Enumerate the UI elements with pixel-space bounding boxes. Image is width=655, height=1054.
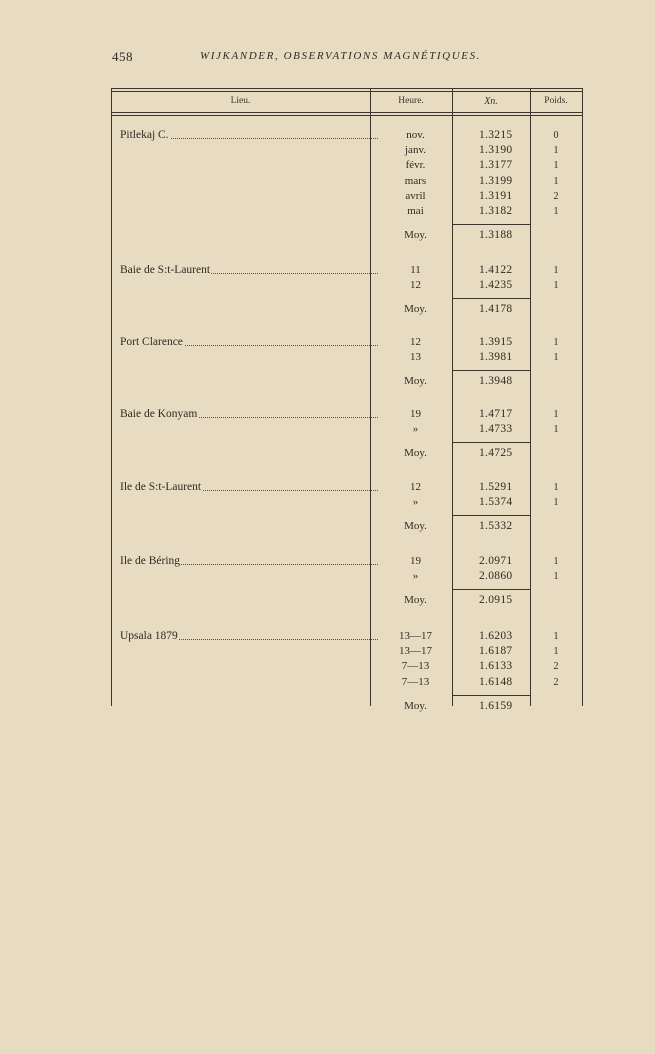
average-rule xyxy=(452,589,530,590)
data-table xyxy=(111,88,582,712)
place-name xyxy=(120,263,378,278)
time-cell: févr. xyxy=(405,159,426,172)
header-poids: Poids. xyxy=(544,96,568,106)
time-cell: janv. xyxy=(405,144,426,157)
place-label: Ile de Béring xyxy=(120,555,181,567)
time-cell: mai xyxy=(407,205,424,217)
time-cell: » xyxy=(412,423,419,436)
table-top-rule xyxy=(111,88,582,89)
page-number: 458 xyxy=(112,49,133,64)
weight-cell: 1 xyxy=(553,497,559,509)
weight-cell: 1 xyxy=(553,280,559,292)
xn-value-cell: 1.6148 xyxy=(479,675,513,688)
header-lieu: Lieu. xyxy=(230,96,251,106)
average-rule xyxy=(452,370,530,371)
average-rule xyxy=(452,695,530,696)
time-cell: 11 xyxy=(410,264,421,276)
place-label: Baie de S:t-Laurent xyxy=(120,264,211,276)
place-label: Baie de Konyam xyxy=(120,408,198,420)
average-value: 2.0915 xyxy=(479,594,513,607)
xn-value-cell: 1.3182 xyxy=(479,205,513,217)
time-cell: nov. xyxy=(406,129,425,141)
average-value: 1.3948 xyxy=(479,375,513,388)
table-top-rule-2 xyxy=(111,91,582,92)
time-cell: 13—17 xyxy=(399,645,432,658)
average-rule xyxy=(452,442,530,443)
xn-value-cell: 1.3215 xyxy=(479,129,513,141)
weight-cell: 1 xyxy=(553,409,559,420)
xn-value-cell: 1.4235 xyxy=(479,279,513,292)
time-cell: 12 xyxy=(410,279,421,292)
weight-cell: 1 xyxy=(553,265,559,276)
average-label: Moy. xyxy=(404,375,427,388)
xn-value-cell: 1.4733 xyxy=(479,423,513,436)
table-right-border xyxy=(582,88,583,706)
time-cell: mars xyxy=(404,174,427,187)
average-value: 1.4178 xyxy=(479,303,513,316)
weight-cell: 1 xyxy=(553,482,559,493)
time-cell: 19 xyxy=(410,555,421,567)
xn-value-cell: 1.6133 xyxy=(479,660,513,673)
header-xn: Xn. xyxy=(484,96,498,107)
xn-value-cell: 1.3177 xyxy=(479,159,513,172)
average-value: 1.5332 xyxy=(479,520,513,533)
place-name xyxy=(120,480,378,495)
average-label: Moy. xyxy=(404,229,427,242)
time-cell: » xyxy=(412,570,419,583)
place-label: Upsala 1879 xyxy=(120,630,178,642)
xn-value-cell: 1.3199 xyxy=(479,174,513,187)
time-cell: 7—13 xyxy=(401,675,430,688)
xn-value-cell: 1.3191 xyxy=(479,189,513,202)
weight-cell: 1 xyxy=(553,646,559,658)
average-value: 1.4725 xyxy=(479,447,513,460)
time-cell: 13 xyxy=(410,351,421,364)
time-cell: 13—17 xyxy=(399,630,432,642)
average-label: Moy. xyxy=(404,447,427,460)
average-value: 1.3188 xyxy=(479,229,513,242)
place-name xyxy=(120,128,378,143)
time-cell: 12 xyxy=(410,481,421,493)
xn-value-cell: 2.0971 xyxy=(479,555,513,567)
column-divider-lieu xyxy=(370,88,371,706)
running-head: WIJKANDER, OBSERVATIONS MAGNÉTIQUES. xyxy=(200,50,482,62)
time-cell: 12 xyxy=(410,336,421,348)
weight-cell: 1 xyxy=(553,424,559,436)
xn-value-cell: 1.4717 xyxy=(479,408,513,420)
weight-cell: 1 xyxy=(553,352,559,364)
header-bottom-rule-2 xyxy=(111,115,582,116)
average-rule xyxy=(452,515,530,516)
xn-value-cell: 1.4122 xyxy=(479,264,513,276)
place-name xyxy=(120,407,378,422)
xn-value-cell: 1.3190 xyxy=(479,144,513,157)
xn-value-cell: 1.3915 xyxy=(479,336,513,348)
place-label: Port Clarence xyxy=(120,336,183,348)
weight-cell: 1 xyxy=(553,145,559,157)
time-cell: 7—13 xyxy=(401,660,430,673)
xn-value-cell: 1.5374 xyxy=(479,496,513,509)
xn-value-cell: 1.6203 xyxy=(479,630,513,642)
weight-cell: 1 xyxy=(553,631,559,642)
average-label: Moy. xyxy=(404,699,427,712)
weight-cell: 1 xyxy=(553,160,559,172)
xn-value-cell: 1.6187 xyxy=(479,645,513,658)
time-cell: » xyxy=(412,496,419,509)
weight-cell: 1 xyxy=(553,206,559,217)
average-value: 1.6159 xyxy=(479,699,513,712)
average-rule xyxy=(452,224,530,225)
weight-cell: 1 xyxy=(553,175,559,187)
weight-cell: 1 xyxy=(553,571,559,583)
place-name xyxy=(120,629,378,644)
weight-cell: 0 xyxy=(553,130,559,141)
place-name xyxy=(120,335,378,350)
average-label: Moy. xyxy=(404,303,427,316)
average-rule xyxy=(452,298,530,299)
weight-cell: 2 xyxy=(553,676,559,688)
time-cell: avril xyxy=(405,189,426,202)
weight-cell: 1 xyxy=(553,337,559,348)
xn-value-cell: 1.3981 xyxy=(479,351,513,364)
table-left-border xyxy=(111,88,112,706)
xn-value-cell: 2.0860 xyxy=(479,570,513,583)
weight-cell: 2 xyxy=(553,661,559,673)
header-bottom-rule xyxy=(111,112,582,113)
place-name xyxy=(120,554,378,569)
place-label: Ile de S:t-Laurent xyxy=(120,481,202,493)
xn-value-cell: 1.5291 xyxy=(479,481,513,493)
average-label: Moy. xyxy=(404,594,427,607)
average-label: Moy. xyxy=(404,520,427,533)
header-heure: Heure. xyxy=(398,96,424,106)
weight-cell: 1 xyxy=(553,556,559,567)
weight-cell: 2 xyxy=(553,190,559,202)
place-label: Pitlekaj C. xyxy=(120,129,169,141)
time-cell: 19 xyxy=(410,408,421,420)
